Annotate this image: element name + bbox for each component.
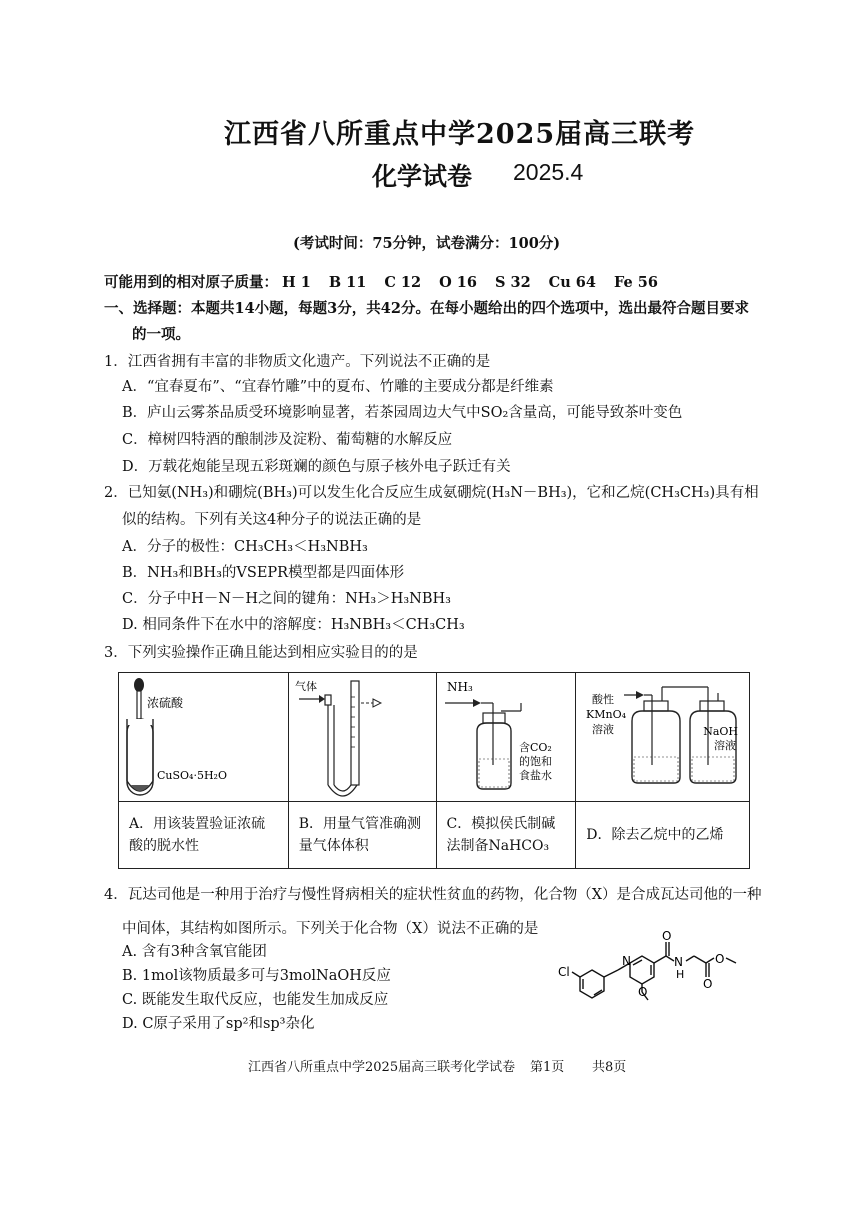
label-brine-3: 食盐水 <box>518 769 552 782</box>
atom-o-carbonyl: O <box>662 929 672 943</box>
caption-a: A．用该装置验证浓硫酸的脱水性 <box>119 802 289 869</box>
kmno4-bottle-icon <box>632 711 680 783</box>
gas-burette-diagram <box>289 673 435 801</box>
q1-option-d: D．万载花炮能呈现五彩斑斓的颜色与原子核外电子跃迁有关 <box>122 459 511 475</box>
dropper-test-tube-diagram <box>119 673 287 801</box>
label-nh3: NH₃ <box>446 680 473 694</box>
atom-o-ester: O <box>715 952 725 966</box>
mass-o: O 16 <box>439 274 477 291</box>
q2-option-a: A．分子的极性：CH₃CH₃＜H₃NBH₃ <box>122 539 368 555</box>
atomic-masses-label: 可能用到的相对原子质量： <box>104 274 278 291</box>
apparatus-c <box>436 673 576 802</box>
mass-c: C 12 <box>384 274 422 291</box>
label-naoh-1: NaOH <box>703 725 739 738</box>
atom-cl: Cl <box>558 965 570 979</box>
caption-d: D．除去乙烷中的乙烯 <box>576 802 750 869</box>
q1-option-a: A．“宜春夏布”、“宜春竹雕”中的夏布、竹雕的主要成分都是纤维素 <box>122 379 554 395</box>
caption-b: B．用量气管准确测量气体体积 <box>288 802 436 869</box>
mass-s: S 32 <box>494 274 531 291</box>
q1-option-c: C．樟树四特酒的酿制涉及淀粉、葡萄糖的水解反应 <box>122 432 453 448</box>
apparatus-a <box>119 673 289 802</box>
two-bottle-purification-diagram <box>576 673 748 801</box>
exam-title: 江西省八所重点中学2025届高三联考 <box>224 119 696 150</box>
bottle-stopper-icon <box>483 713 505 723</box>
burette-icon <box>351 681 359 785</box>
q2-option-d: D. 相同条件下在水中的溶解度：H₃NBH₃＜CH₃CH₃ <box>122 617 465 633</box>
stopcock-icon <box>325 695 331 705</box>
q4-stem: 4．瓦达司他是一种用于治疗与慢性肾病相关的症状性贫血的药物，化合物（X）是合成瓦达司他的一种 <box>104 887 762 903</box>
exam-info: (考试时间：75分钟，试卷满分：100分) <box>293 235 561 252</box>
exam-date: 2025.4 <box>513 159 584 185</box>
q4-option-d: D. C原子采用了sp²和sp³杂化 <box>122 1016 315 1032</box>
atom-n-amide: N <box>674 955 683 969</box>
q2-option-b: B．NH₃和BH₃的VSEPR模型都是四面体形 <box>122 565 405 581</box>
label-naoh-2: 溶液 <box>714 739 737 752</box>
footer-title: 江西省八所重点中学2025届高三联考化学试卷 <box>248 1060 516 1075</box>
q2-stem-cont: 似的结构。下列有关这4种分子的说法正确的是 <box>122 512 422 528</box>
apparatus-d <box>576 673 750 802</box>
atom-h-amide: H <box>676 968 685 981</box>
label-kmno4-3: 溶液 <box>592 723 615 736</box>
gas-wash-bottle-diagram <box>437 673 575 801</box>
mass-cu: Cu 64 <box>548 274 596 291</box>
label-kmno4-1: 酸性 <box>592 693 615 706</box>
eye-arrow-icon <box>373 699 381 707</box>
mass-fe: Fe 56 <box>613 274 658 291</box>
q2-stem: 2．已知氨(NH₃)和硼烷(BH₃)可以发生化合反应生成氨硼烷(H₃N－BH₃)，它和乙烷(CH₃CH₃)具有相 <box>104 485 759 501</box>
atomic-masses <box>104 271 676 292</box>
label-cuso4: CuSO₄·5H₂O <box>157 769 227 782</box>
q4-option-b: B. 1mol该物质最多可与3molNaOH反应 <box>122 968 391 984</box>
wash-bottle-icon <box>477 723 511 789</box>
experiment-table <box>118 672 750 869</box>
label-brine-1: 含CO₂ <box>518 741 552 754</box>
atom-n-ring: N <box>622 954 631 968</box>
footer-page: 第1页 <box>530 1060 565 1075</box>
compound-x-structure <box>548 928 748 1012</box>
q1-stem: 1．江西省拥有丰富的非物质文化遗产。下列说法不正确的是 <box>104 354 491 370</box>
q4-option-a: A. 含有3种含氧官能团 <box>122 944 267 960</box>
section-heading-cont: 的一项。 <box>132 326 190 343</box>
subject-title: 化学试卷 <box>372 162 473 191</box>
label-conc-sulfuric: 浓硫酸 <box>147 696 184 710</box>
q4-option-c: C. 既能发生取代反应，也能发生加成反应 <box>122 992 389 1008</box>
label-kmno4-2: KMnO₄ <box>586 708 627 721</box>
atom-o-methoxy: O <box>638 985 648 999</box>
footer-total: 共8页 <box>592 1060 627 1075</box>
atom-o-ester-carbonyl: O <box>703 977 713 991</box>
q1-option-b: B．庐山云雾茶品质受环境影响显著，若茶园周边大气中SO₂含量高，可能导致茶叶变色 <box>122 405 683 421</box>
test-tube-icon <box>127 719 153 795</box>
caption-c: C．模拟侯氏制碱法制备NaHCO₃ <box>436 802 576 869</box>
apparatus-b <box>288 673 436 802</box>
q4-stem-cont: 中间体，其结构如图所示。下列关于化合物（X）说法不正确的是 <box>122 921 539 937</box>
mass-b: B 11 <box>328 274 367 291</box>
dropper-bulb-icon <box>134 678 144 692</box>
mass-h: H 1 <box>282 274 311 291</box>
label-gas: 气体 <box>294 680 317 693</box>
q3-stem: 3．下列实验操作正确且能达到相应实验目的的是 <box>104 645 418 661</box>
section-heading: 一、选择题：本题共14小题，每题3分，共42分。在每小题给出的四个选项中，选出最符合题目要求 <box>104 300 749 317</box>
q2-option-c: C．分子中H－N－H之间的键角：NH₃＞H₃NBH₃ <box>122 591 451 607</box>
label-brine-2: 的饱和 <box>518 755 552 768</box>
